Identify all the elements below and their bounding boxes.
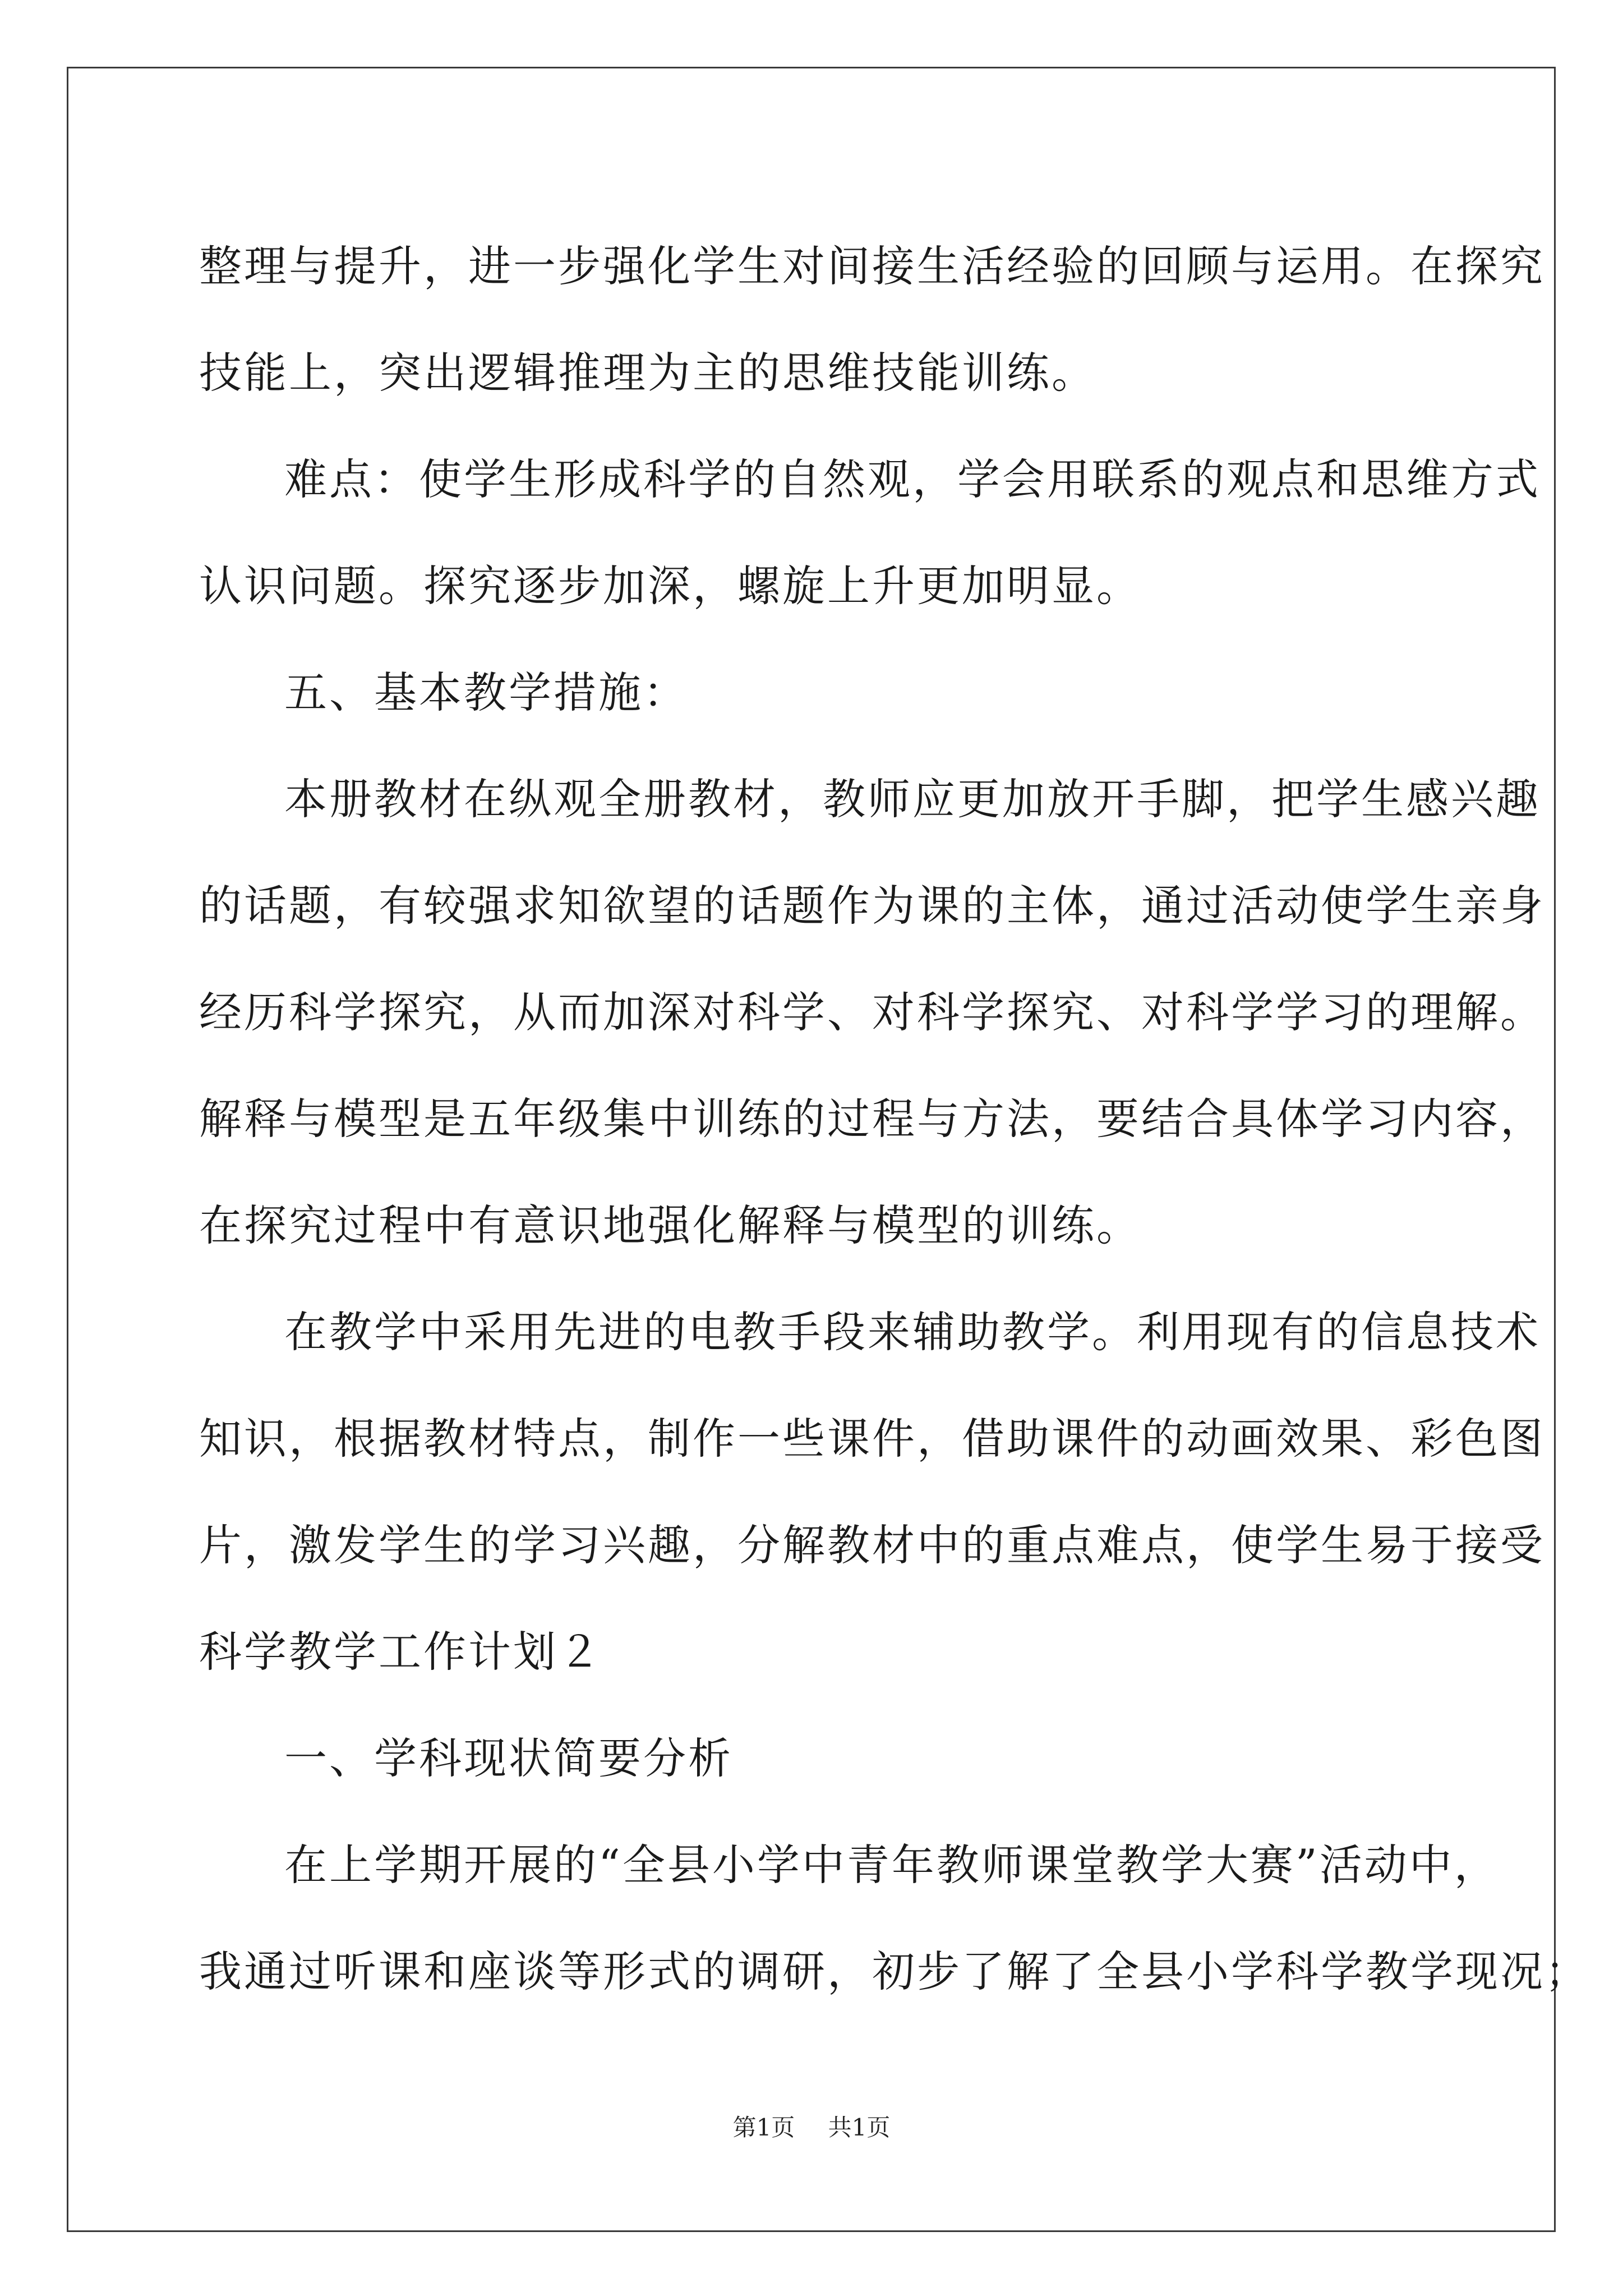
text-line: 的话题，有较强求知欲望的话题作为课的主体，通过活动使学生亲身 (199, 881, 1545, 931)
paragraph-8 (199, 1812, 1590, 2025)
text-line: 一、学科现状简要分析 (284, 1733, 733, 1783)
paragraph-4 (199, 746, 1545, 1279)
text-line: 难点：使学生形成科学的自然观，学会用联系的观点和思维方式 (284, 454, 1541, 504)
text-line: 经历科学探究，从而加深对科学、对科学探究、对科学学习的理解。 (199, 987, 1545, 1037)
text-line: 知识，根据教材特点，制作一些课件，借助课件的动画效果、彩色图 (199, 1414, 1545, 1464)
paragraph-5 (199, 1279, 1545, 1599)
document-body (199, 213, 1590, 2025)
text-line: 五、基本教学措施： (284, 668, 688, 717)
page-total: 共1页 (828, 2114, 891, 2141)
text-line: 认识问题。探究逐步加深，螺旋上升更加明显。 (199, 561, 1141, 611)
section-heading-5 (199, 639, 1422, 746)
text-line: 技能上，突出逻辑推理为主的思维技能训练。 (199, 348, 1096, 398)
text-line: 整理与提升，进一步强化学生对间接生活经验的回顾与运用。在探究 (199, 241, 1545, 291)
text-line: 在教学中采用先进的电教手段来辅助教学。利用现有的信息技术 (284, 1307, 1541, 1357)
text-line: 片，激发学生的学习兴趣，分解教材中的重点难点，使学生易于接受 (199, 1520, 1545, 1570)
paragraph-1 (199, 213, 1545, 426)
text-line: 科学教学工作计划２ (199, 1627, 603, 1677)
text-line: 解释与模型是五年级集中训练的过程与方法，要结合具体学习内容， (199, 1094, 1545, 1144)
paragraph-2 (199, 426, 1541, 639)
text-line: 在探究过程中有意识地强化解释与模型的训练。 (199, 1200, 1141, 1250)
page-footer (0, 2109, 1623, 2143)
text-line: 本册教材在纵观全册教材，教师应更加放开手脚，把学生感兴趣 (284, 774, 1541, 824)
section-heading-1 (199, 1705, 1422, 1812)
page-number: 第1页 (732, 2114, 795, 2141)
document-title-2 (199, 1599, 1422, 1705)
text-line: 在上学期开展的“全县小学中青年教师课堂教学大赛”活动中， (284, 1840, 1499, 1890)
text-line: 我通过听课和座谈等形式的调研，初步了解了全县小学科学教学现况； (199, 1947, 1590, 1996)
